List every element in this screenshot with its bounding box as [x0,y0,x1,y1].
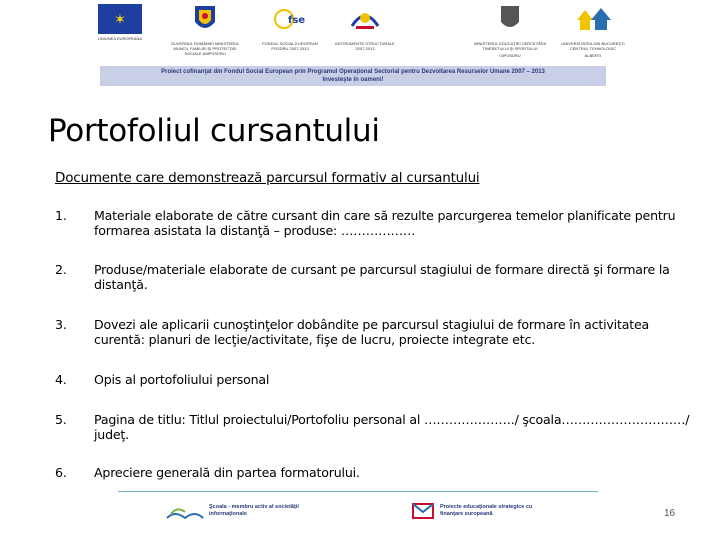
instruments-emblem-icon [348,4,382,34]
footer-logo-right-text: Proiecte educaţionale strategice cu finanţare europeană [440,504,533,517]
list-item-text: Dovezi ale aplicarii cunoştinţelor dobândite pe parcursul stagiului de formare în activitatea curentă: planuri de lecţie/activitate, fişe de lucru, proiecte integrate etc. [94,317,650,347]
eu-flag-icon: ✶ [98,4,142,34]
cofinancing-banner [100,66,606,86]
list-item-text: Materiale elaborate de către cursant din care să rezulte parcurgerea temelor planificate pentru formarea asistata la distanţă – produse: ……………… [94,208,676,238]
government-logo: GUVERNUL ROMÂNIEI MINISTERUL MUNCII, FAMILIEI ŞI PROTECŢIEI SOCIALE AMPOSDRU [170,4,240,56]
school-emblem-icon [410,500,436,522]
banner-line-2: Investeşte în oameni! [322,77,384,83]
list-item-number: 1. [55,208,67,223]
svg-text:fse: fse [288,15,306,26]
page-title: Portofoliul cursantului [48,113,380,149]
houses-emblem-icon [573,4,613,34]
banner-line-1: Proiect cofinanţat din Fondul Social European prin Programul Operaţional Sectorial pentru Dezvoltarea Resurselor Umane 2007 – 2013 [161,69,545,75]
footer-divider [118,491,598,492]
list-item-text: Produse/materiale elaborate de cursant pe parcursul stagiului de formare directă şi formare la distanţă. [94,262,670,292]
ministry-education-logo: MINISTERUL EDUCAŢIEI CERCETĂRII TINERETULUI ŞI SPORTULUI OIPOSDRU [470,4,550,58]
list-item-number: 2. [55,262,67,277]
footer-logo-right [410,500,550,522]
list-item-number: 6. [55,465,67,480]
mect-crest-icon [499,4,521,34]
university-logo: UNIVERSITATEA DIN BUCUREŞTI CENTRUL TEHNOLOGIC ALBERTI [558,4,628,58]
romania-crest-icon [192,4,218,34]
fse-logo: fse FONDUL SOCIAL EUROPEAN POSDRU 2007-2013 [255,4,325,51]
eu-logo: ✶ UNIUNEA EUROPEANA [98,4,142,41]
list-item-number: 5. [55,412,67,427]
list-item-text: Apreciere generală din partea formatorului. [94,465,360,480]
footer-logo-left [165,500,299,522]
partner-logos [90,4,630,62]
footer-logo-left-text: Şcoala - membru activ al societăţii informaţionale [209,504,299,517]
list-item-number: 3. [55,317,67,332]
list-item-text: Opis al portofoliului personal [94,372,270,387]
page-number: 16 [664,508,676,519]
open-book-icon [165,500,205,522]
instruments-logo: INSTRUMENTE STRUCTURALE 2007-2013 [335,4,395,51]
list-item-number: 4. [55,372,67,387]
list-item-text: Pagina de titlu: Titlul proiectului/Portofoliu personal al …………………./ şcoala…………………………/ judeţ. [94,412,690,442]
page-subtitle: Documente care demonstrează parcursul formativ al cursantului [55,170,480,186]
fse-emblem-icon [270,4,310,34]
